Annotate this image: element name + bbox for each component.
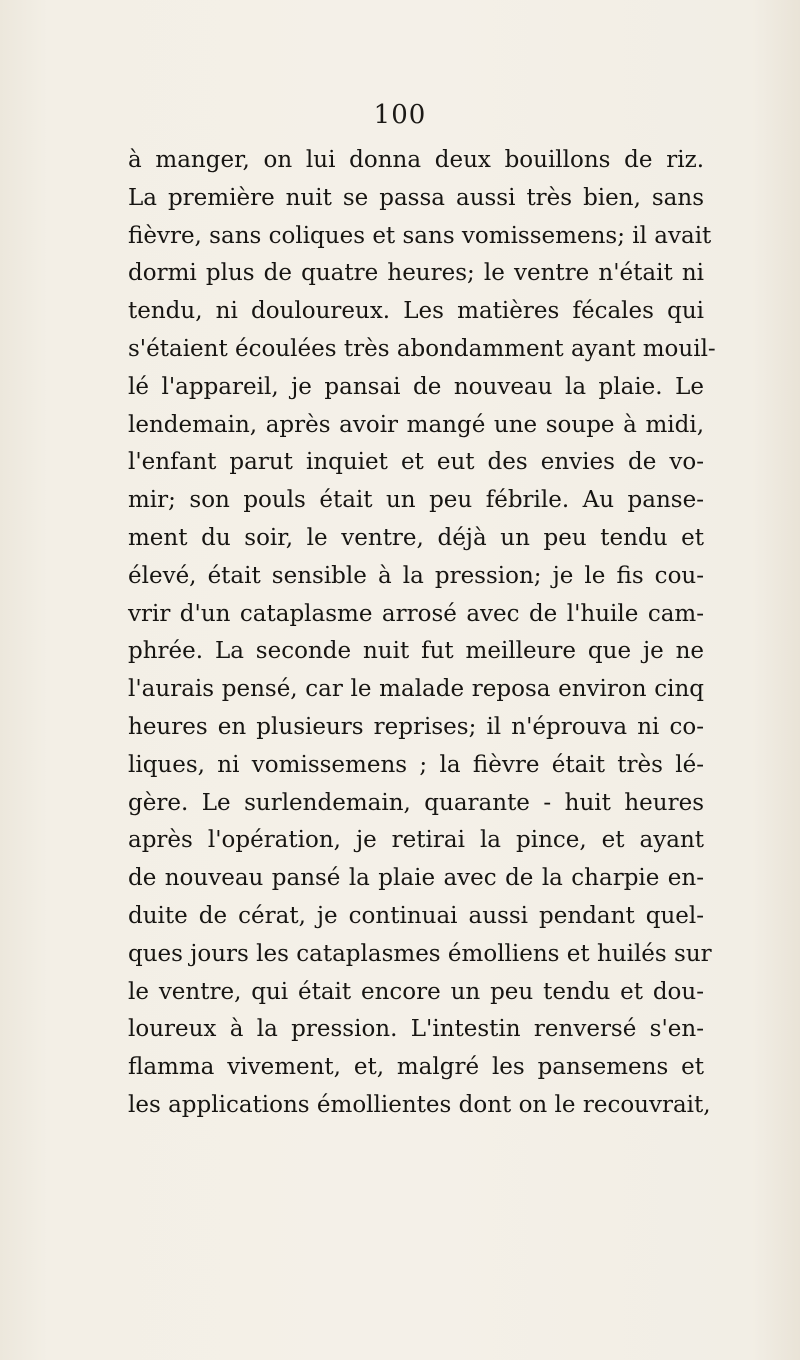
text-line: dormi plus de quatre heures; le ventre n'était ni [128,260,704,287]
text-line: loureux à la pression. L'intestin renversé s'en- [128,1016,704,1043]
text-line: gère. Le surlendemain, quarante - huit heures [128,789,704,816]
text-line: mir; son pouls était un peu fébrile. Au panse- [128,487,704,514]
text-line: après l'opération, je retirai la pince, et ayant [128,827,704,854]
text-line: ment du soir, le ventre, déjà un peu tendu et [128,524,704,551]
text-line: s'étaient écoulées très abondamment ayant mouil- [128,335,716,362]
text-line: phrée. La seconde nuit fut meilleure que je ne [128,638,704,665]
text-line: l'aurais pensé, car le malade reposa environ cinq [128,676,704,703]
text-line: l'enfant parut inquiet et eut des envies de vo- [128,449,704,476]
text-line: de nouveau pansé la plaie avec de la charpie en- [128,865,704,892]
text-line: vrir d'un cataplasme arrosé avec de l'huile cam- [128,600,704,627]
text-line: ques jours les cataplasmes émolliens et huilés sur [128,940,712,967]
text-line: fièvre, sans coliques et sans vomissemens; il avait [128,222,712,249]
text-line: duite de cérat, je continuai aussi pendant quel- [128,902,704,929]
text-line: à manger, on lui donna deux bouillons de riz. [128,147,704,173]
text-line: heures en plusieurs reprises; il n'éprouva ni co- [128,713,704,740]
text-line: liques, ni vomissemens ; la fièvre était très lé- [128,751,704,778]
text-line: le ventre, qui était encore un peu tendu et dou- [128,978,704,1005]
text-line: flamma vivement, et, malgré les pansemens et [128,1054,704,1081]
text-line: La première nuit se passa aussi très bien, sans [128,184,704,211]
text-line: élevé, était sensible à la pression; je le fis cou- [128,562,704,589]
text-line: lendemain, après avoir mangé une soupe à midi, [128,411,704,438]
body-text [128,142,716,1125]
page-number: 100 [373,100,427,130]
text-line: lé l'appareil, je pansai de nouveau la plaie. Le [128,373,704,400]
text-line: tendu, ni douloureux. Les matières fécales qui [128,298,704,325]
text-line: les applications émollientes dont on le recouvrait, [128,1091,711,1118]
